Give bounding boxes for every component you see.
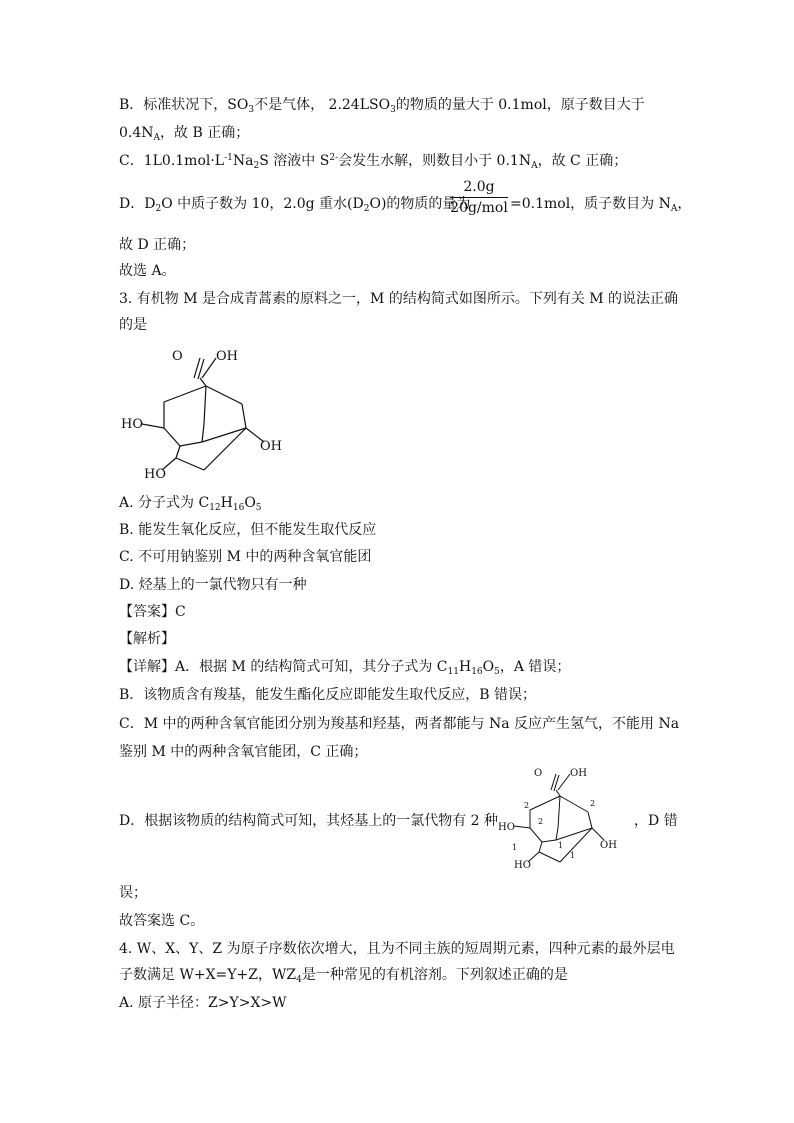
svg-text:HO: HO	[514, 860, 531, 871]
detail-c-line2: 鉴别 M 中的两种含氧官能团，C 正确；	[119, 744, 368, 760]
position-label: 2	[590, 799, 596, 808]
position-label: 1	[558, 841, 564, 850]
option-b-explanation-line2: $0.4N_A$，故 B 正确；	[119, 125, 250, 143]
structure-diagram-m	[118, 342, 298, 484]
option-b: B. 能发生氧化反应，但不能发生取代反应	[119, 522, 377, 538]
mass-fraction: 2.0g 20g/mol	[450, 179, 508, 216]
conclusion-q2: 故选 A。	[119, 263, 176, 279]
question-4-stem-line1: 4. W、X、Y、Z 为原子序数依次增大，且为不同主族的短周期元素，四种元素的最外层电	[119, 941, 675, 957]
detail-d-line2: 误；	[119, 885, 147, 901]
detail-b: B．该物质含有羧基，能发生酯化反应即能发生取代反应，B 错误；	[119, 687, 537, 703]
question-4-stem-line2: 子数满足 W+X=Y+Z，$WZ_4$是一种常见的有机溶剂。下列叙述正确的是	[119, 967, 568, 985]
option-c: C. 不可用钠鉴别 M 中的两种含氧官能团	[119, 549, 372, 565]
question-3-stem-line2: 的是	[119, 317, 147, 333]
carboxyl-o-label: O	[172, 349, 183, 364]
conclusion-q3: 故答案选 C。	[119, 913, 205, 929]
detail-d-tail: ，D 错	[634, 813, 678, 829]
option-d-explanation-tail: =0.1mol，质子数目为 $N_A$，	[510, 196, 692, 214]
hydroxyl-left-label: HO	[121, 417, 143, 432]
hydroxyl-right-label: OH	[260, 439, 282, 454]
position-label: 1	[570, 851, 576, 860]
detail-a: 【详解】A．根据 M 的结构简式可知，其分子式为 $C_{11}H_{16}O_5$，A 错误；	[119, 659, 571, 677]
analysis-tag: 【解析】	[119, 631, 175, 647]
detail-c-line1: C．M 中的两种含氧官能团分别为羧基和羟基，两者都能与 Na 反应产生氢气，不能用 Na	[119, 716, 680, 732]
option-d: D. 烃基上的一氯代物只有一种	[119, 577, 307, 593]
svg-text:HO: HO	[498, 822, 515, 833]
option-c-explanation: C．$1L0.1mol\cdot L^{-1}Na_2S$ 溶液中 $S^{2-}$会发生水解，则数目小于 $0.1N_A$，故 C 正确；	[119, 153, 628, 171]
hydroxyl-bottom-label: HO	[144, 467, 166, 482]
detail-d-text: D．根据该物质的结构简式可知，其烃基上的一氯代物有 2 种	[119, 813, 499, 829]
option-d-explanation: D．$D_2O$ 中质子数为 10，2.0g 重水$(D_2O)$的物质的量为	[119, 196, 471, 214]
option-b-explanation-line1: B．标准状况下，$SO_3$不是气体， $2.24LSO_3$的物质的量大于 0.1mol，原子数目大于	[119, 97, 645, 115]
answer-line	[119, 603, 186, 621]
answer-tag: 【答案】	[119, 604, 175, 620]
question-3-stem-line1: 3. 有机物 M 是合成青蒿素的原料之一，M 的结构简式如图所示。下列有关 M 的说法正确	[119, 291, 679, 307]
answer-value: C	[175, 604, 186, 620]
option-a: A. 分子式为 $C_{12}H_{16}O_5$	[119, 495, 262, 513]
option-d-explanation-line2: 故 D 正确；	[119, 237, 196, 253]
position-label: 1	[512, 843, 518, 852]
carboxyl-oh-label: OH	[216, 349, 238, 364]
position-label: 2	[524, 801, 530, 810]
structure-diagram-numbered	[494, 762, 634, 874]
question-4-option-a: A. 原子半径：Z>Y>X>W	[119, 995, 287, 1011]
svg-text:OH: OH	[570, 768, 587, 779]
svg-text:O: O	[534, 768, 543, 779]
position-label: 2	[538, 817, 544, 826]
svg-text:OH: OH	[600, 840, 617, 851]
